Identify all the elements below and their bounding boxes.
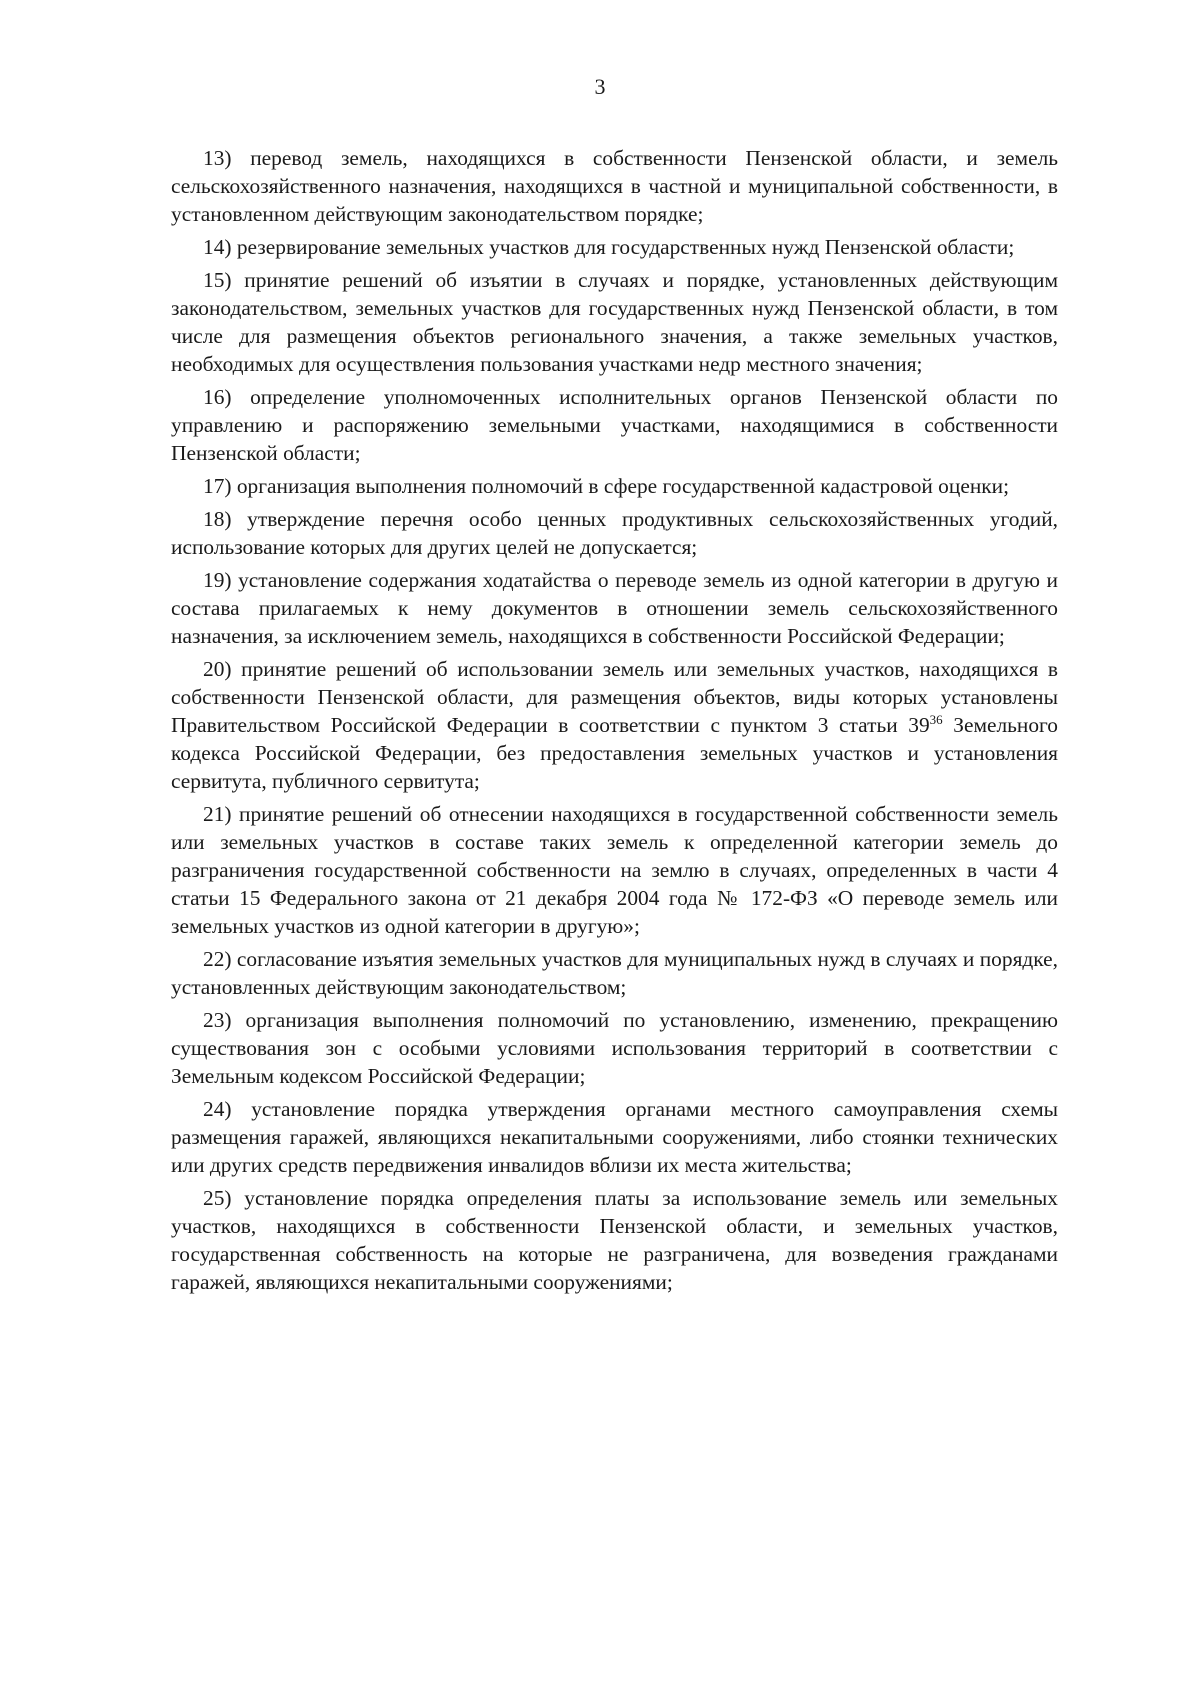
paragraph-item-15: 15) принятие решений об изъятии в случаях и порядке, установленных действующим законодательством, земельных участков для государственных нужд Пензенской области, в том числе для размещения объектов регионального значения, а также земельных участков, необходимых для осуществления пользования участками недр местного значения;: [171, 268, 1058, 376]
paragraph-item-23: 23) организация выполнения полномочий по установлению, изменению, прекращению существования зон с особыми условиями использования территорий в соответствии с Земельным кодексом Российской Федерации;: [171, 1008, 1058, 1088]
paragraph-item-20-text-end: Земельного кодекса Российской Федерации, без предоставления земельных участков и установления сервитута, публичного сервитута;: [171, 713, 1058, 793]
page-number: 3: [594, 74, 606, 99]
paragraph-item-17: 17) организация выполнения полномочий в сфере государственной кадастровой оценки;: [203, 474, 1010, 498]
paragraph-item-21: 21) принятие решений об отнесении находящихся в государственной собственности земель или земельных участков в составе таких земель к определенной категории земель до разграничения государственной собственности на землю в случаях, определенных в части 4 статьи 15 Федерального закона от 21 декабря 2004 года № 172-ФЗ «О переводе земель или земельных участков из одной категории в другую»;: [171, 802, 1058, 938]
paragraph-item-20-text-start: 20) принятие решений об использовании земель или земельных участков, находящихся в собственности Пензенской области, для размещения объектов, виды которых установлены Правительством Российской Федерации в соответствии с пунктом 3 статьи 39: [171, 657, 1058, 737]
paragraph-item-19: 19) установление содержания ходатайства о переводе земель из одной категории в другую и состава прилагаемых к нему документов в отношении земель сельскохозяйственного назначения, за исключением земель, находящихся в собственности Российской Федерации;: [171, 568, 1058, 648]
paragraph-item-18: 18) утверждение перечня особо ценных продуктивных сельскохозяйственных угодий, использование которых для других целей не допускается;: [171, 507, 1058, 559]
document-body: [171, 144, 1058, 1301]
paragraph-item-25: 25) установление порядка определения платы за использование земель или земельных участков, находящихся в собственности Пензенской области, и земельных участков, государственная собственность на которые не разграничена, для возведения гражданами гаражей, являющихся некапитальными сооружениями;: [171, 1186, 1058, 1294]
paragraph-item-16: 16) определение уполномоченных исполнительных органов Пензенской области по управлению и распоряжению земельными участками, находящимися в собственности Пензенской области;: [171, 385, 1058, 465]
paragraph-item-20: [171, 655, 1058, 795]
article-superscript: 36: [929, 711, 943, 727]
paragraph-item-24: 24) установление порядка утверждения органами местного самоуправления схемы размещения гаражей, являющихся некапитальными сооружениями, либо стоянки технических или других средств передвижения инвалидов вблизи их места жительства;: [171, 1097, 1058, 1177]
paragraph-item-13: 13) перевод земель, находящихся в собственности Пензенской области, и земель сельскохозяйственного назначения, находящихся в частной и муниципальной собственности, в установленном действующим законодательством порядке;: [171, 146, 1058, 226]
paragraph-item-22: 22) согласование изъятия земельных участков для муниципальных нужд в случаях и порядке, установленных действующим законодательством;: [171, 947, 1058, 999]
paragraph-item-14: 14) резервирование земельных участков для государственных нужд Пензенской области;: [203, 235, 1015, 259]
